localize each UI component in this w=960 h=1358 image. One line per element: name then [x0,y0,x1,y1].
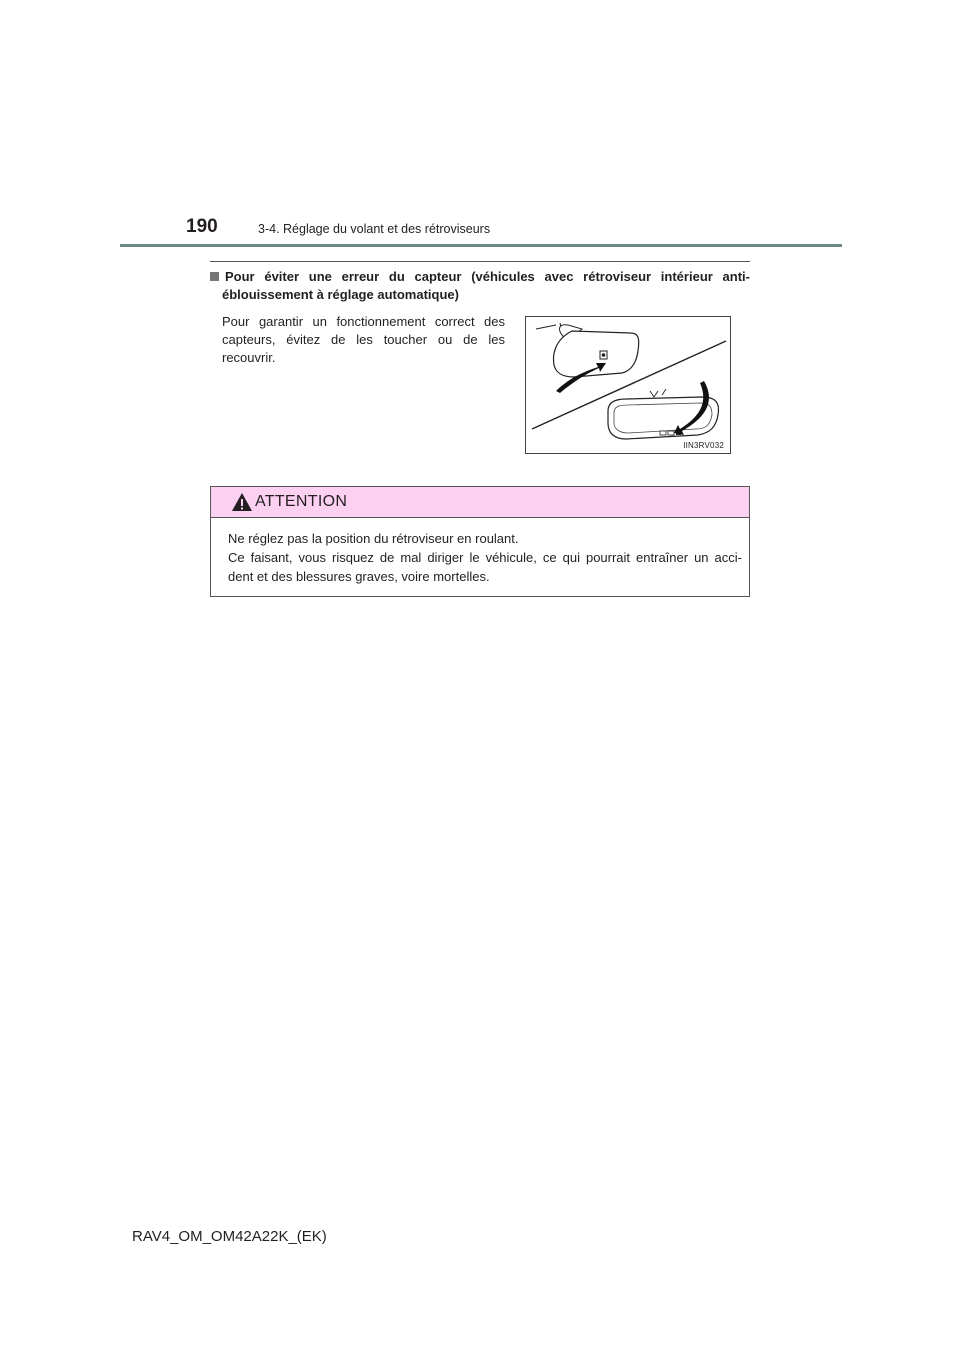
attention-line-3: dent et des blessures graves, voire mortelles. [228,569,490,584]
heading-line-1: Pour éviter une erreur du capteur (véhicules avec rétroviseur intérieur anti- [225,269,750,284]
figure-code: IIN3RV032 [683,441,724,450]
attention-header [211,487,749,518]
attention-line-1: Ne réglez pas la position du rétroviseur en roulant. [228,531,519,546]
body-line-2: capteurs, évitez de les toucher ou de les [222,332,505,347]
square-bullet-icon [210,272,219,281]
page-number: 190 [186,216,218,237]
footer-doc-code: RAV4_OM_OM42A22K_(EK) [132,1228,327,1245]
warning-triangle-icon [231,492,253,512]
attention-box [210,486,750,597]
chapter-title: 3-4. Réglage du volant et des rétroviseurs [258,222,491,236]
attention-body [228,529,742,586]
attention-title: ATTENTION [255,493,348,510]
body-line-1: Pour garantir un fonctionnement correct des [222,314,505,329]
heading-line-2: éblouissement à réglage automatique) [222,287,459,302]
attention-line-2: Ce faisant, vous risquez de mal diriger le véhicule, ce qui pourrait entraîner un acci- [228,550,742,565]
section-body [222,313,505,367]
section-rule [210,261,750,262]
body-line-3: recouvrir. [222,350,276,365]
header-rule [120,244,842,247]
mirror-illustration [526,317,732,455]
mirror-sensor-figure [525,316,731,454]
section-heading [210,268,750,304]
